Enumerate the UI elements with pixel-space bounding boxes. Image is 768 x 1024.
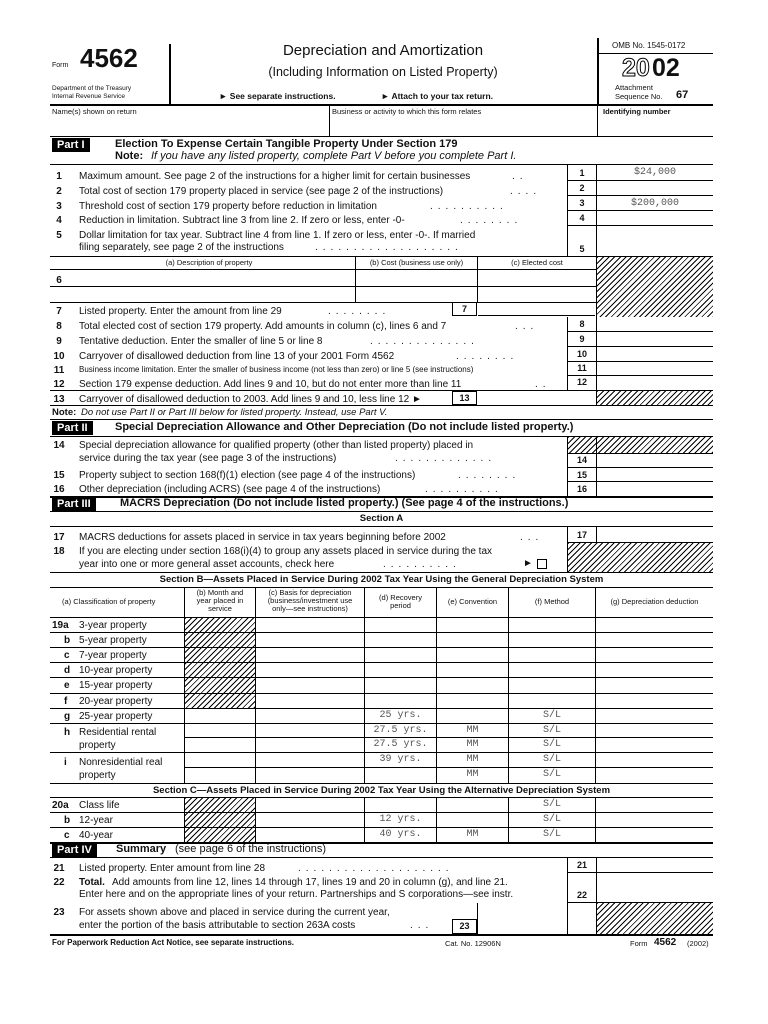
col-b-month-header-2: year placed in	[196, 596, 244, 605]
section-c-row-divider	[50, 842, 713, 843]
col-g-deduction-header: (g) Depreciation deduction	[610, 597, 699, 606]
line-17-number: 17	[53, 532, 65, 543]
section-b-heading: Section B—Assets Placed in Service During 2002 Tax Year Using the General Depreciation System	[159, 574, 604, 585]
section-c-row-basis-field[interactable]	[256, 827, 364, 842]
section-b-row-letter: c	[64, 650, 70, 662]
section-b-row-basis-field[interactable]	[256, 693, 364, 708]
col-c-elected-header: (c) Elected cost	[511, 258, 563, 267]
paperwork-notice: For Paperwork Reduction Act Notice, see separate instructions.	[52, 938, 294, 947]
omb-number: OMB No. 1545-0172	[612, 41, 686, 50]
col-b-cost-header: (b) Cost (business use only)	[369, 258, 464, 267]
catalog-number: Cat. No. 12906N	[445, 939, 501, 948]
sequence-number: 67	[676, 89, 689, 101]
section-c-row-deduction-field[interactable]	[596, 827, 713, 842]
part-1-note-label: Note:	[115, 150, 144, 162]
section-c-row-label: Class life	[79, 800, 120, 811]
section-b-row-letter: f	[64, 695, 68, 707]
section-b-row-label: 3-year property	[79, 620, 147, 631]
hatched-area-line-14-right	[597, 437, 713, 453]
part-2-title: Special Depreciation Allowance and Other Depreciation (Do not include listed property.)	[115, 421, 574, 433]
line-23-number: 23	[53, 907, 65, 918]
section-b-row-label: 5-year property	[79, 635, 147, 647]
col-a-description-header: (a) Description of property	[165, 258, 253, 267]
row-19i-convention-2[interactable]: MM	[466, 769, 479, 780]
row-19h-method-1[interactable]: S/L	[542, 725, 561, 736]
section-b-row-letter: 19a	[52, 620, 69, 631]
part-4-title: Summary	[116, 843, 167, 855]
line-10-box: 10	[576, 349, 587, 359]
section-b-row-basis-field[interactable]	[256, 647, 364, 662]
line-8-box: 8	[579, 319, 585, 329]
row-19h-convention-1[interactable]: MM	[466, 725, 479, 736]
section-b-row-label: 15-year property	[79, 680, 153, 692]
section-b-row-deduction-field[interactable]	[596, 662, 713, 677]
line-11-value[interactable]	[597, 362, 713, 375]
row-19i-letter: i	[64, 757, 67, 768]
section-b-row-deduction-field[interactable]	[596, 617, 713, 632]
line-15-box: 15	[576, 470, 587, 480]
section-a-heading: Section A	[359, 513, 404, 524]
section-c-row-recovery-period[interactable]: 12 yrs.	[379, 814, 422, 825]
names-label: Name(s) shown on return	[52, 107, 137, 116]
line-22-total-label: Total.	[79, 877, 105, 888]
form-subtitle: (Including Information on Listed Property)	[268, 65, 498, 79]
tax-year-bold: 02	[652, 54, 680, 82]
line-7-value[interactable]	[478, 302, 595, 316]
line-12-value[interactable]	[597, 376, 713, 390]
section-c-row-basis-field[interactable]	[256, 797, 364, 812]
section-c-row-method[interactable]: S/L	[542, 829, 561, 840]
line-14-value[interactable]	[597, 454, 713, 467]
line-3-number: 3	[56, 201, 62, 212]
part-4-title-rest: (see page 6 of the instructions)	[175, 843, 327, 855]
section-b-row-deduction-field[interactable]	[596, 693, 713, 708]
section-b-row-letter: e	[64, 680, 70, 692]
line-22-text: Add amounts from line 12, lines 14 through 17, lines 19 and 20 in column (g), and line 21.	[112, 877, 508, 888]
section-b-row-basis-field[interactable]	[256, 708, 364, 723]
line-11-box: 11	[577, 363, 587, 373]
line-5-number: 5	[56, 230, 62, 241]
line-16-box: 16	[576, 484, 587, 494]
line-23-text-2: enter the portion of the basis attributable to section 263A costs	[79, 920, 356, 931]
line-8-value[interactable]	[597, 317, 713, 331]
row-19h-label: Residential rental	[79, 727, 157, 738]
attach-to-return: ► Attach to your tax return.	[381, 91, 493, 101]
section-b-row-divider	[50, 723, 713, 724]
section-b-row-label: 25-year property	[79, 710, 153, 722]
col-f-method-header: (f) Method	[534, 597, 570, 606]
line-21-text: Listed property. Enter amount from line 28	[79, 863, 266, 874]
line-22-number: 22	[53, 877, 65, 888]
line-18-text-2: year into one or more general asset accounts, check here	[79, 559, 335, 570]
section-b-row-deduction-field[interactable]	[596, 708, 713, 723]
line-23-value[interactable]	[478, 903, 567, 934]
section-b-row-letter: g	[64, 710, 71, 722]
section-b-row-letter: b	[64, 635, 71, 647]
section-c-row-letter: 20a	[52, 800, 69, 811]
part-1-note2-label: Note:	[52, 407, 77, 418]
section-b-row-basis-field[interactable]	[256, 632, 364, 647]
line-15-text: Property subject to section 168(f)(1) election (see page 4 of the instructions)	[79, 470, 416, 481]
line-6-description-field[interactable]	[64, 270, 354, 286]
line-1-number: 1	[56, 171, 62, 182]
line-12-box: 12	[576, 377, 587, 387]
line-22-text-2: Enter here and on the appropriate lines of your return. Partnerships and S corporations—see instr.	[79, 889, 514, 900]
row-19i-label: Nonresidential real	[79, 757, 163, 768]
line-1-box: 1	[579, 168, 585, 178]
tax-year-outline: 20	[622, 54, 650, 82]
line-18-number: 18	[53, 546, 65, 557]
line-10-text: Carryover of disallowed deduction from line 13 of your 2001 Form 4562	[79, 351, 395, 362]
section-b-row-deduction-field[interactable]	[596, 677, 713, 692]
line-21-value[interactable]	[597, 858, 713, 872]
identifying-number-label: Identifying number	[603, 107, 671, 116]
part-1-tag: Part I	[52, 138, 90, 152]
line-14-number: 14	[53, 440, 65, 451]
section-c-row-method[interactable]: S/L	[542, 814, 561, 825]
attachment-label: Attachment	[615, 83, 653, 92]
line-11-text: Business income limitation. Enter the smaller of business income (not less than zero) or line 5 (see instructions)	[79, 365, 474, 374]
line-4-value[interactable]	[597, 211, 713, 225]
line-23-text: For assets shown above and placed in service during the current year,	[79, 907, 390, 918]
col-a-classification-header: (a) Classification of property	[62, 597, 156, 606]
section-c-row-convention[interactable]: MM	[466, 829, 479, 840]
see-instructions: ► See separate instructions.	[219, 91, 336, 101]
section-c-row-deduction-field[interactable]	[596, 812, 713, 827]
line-9-text: Tentative deduction. Enter the smaller of line 5 or line 8	[79, 336, 323, 347]
part-3-tag: Part III	[52, 497, 96, 511]
business-field[interactable]	[332, 118, 594, 134]
row-19i-recovery-1[interactable]: 39 yrs.	[379, 754, 422, 765]
footer-form-word: Form	[630, 939, 648, 948]
section-c-row-basis-field[interactable]	[256, 812, 364, 827]
row-19i-label-2: property	[79, 770, 116, 781]
line-7-box: 7	[452, 302, 477, 316]
line-13-value[interactable]	[478, 391, 596, 405]
line-2-number: 2	[56, 186, 62, 197]
line-11-number: 11	[53, 365, 65, 376]
section-c-row-letter: c	[64, 830, 70, 841]
line-13-number: 13	[53, 394, 65, 405]
row-19i-method-2[interactable]: S/L	[542, 769, 561, 780]
part-4-tag: Part IV	[52, 843, 97, 857]
line-6-number: 6	[56, 275, 62, 286]
line-14-box: 14	[576, 455, 587, 465]
section-b-row-method[interactable]: S/L	[542, 709, 561, 721]
line-3-text: Threshold cost of section 179 property before reduction in limitation	[79, 201, 377, 212]
names-field[interactable]	[52, 118, 326, 134]
row-19i-method-1[interactable]: S/L	[542, 754, 561, 765]
col-b-month-header-3: service	[208, 604, 232, 613]
part-2-tag: Part II	[52, 421, 93, 435]
line-17-text: MACRS deductions for assets placed in service in tax years beginning before 2002	[79, 532, 446, 543]
section-b-row-deduction-field[interactable]	[596, 647, 713, 662]
dept-line-1: Department of the Treasury	[52, 85, 132, 92]
section-b-row-label: 7-year property	[79, 650, 147, 662]
line-17-value[interactable]	[597, 527, 713, 542]
line-3-box: 3	[579, 198, 585, 208]
section-c-heading: Section C—Assets Placed in Service During 2002 Tax Year Using the Alternative Depreciation System	[152, 785, 611, 796]
row-19h-recovery-1[interactable]: 27.5 yrs.	[373, 725, 428, 736]
line-23-box: 23	[452, 919, 477, 934]
hatched-area-line-18	[568, 543, 713, 572]
line-4-number: 4	[56, 215, 62, 226]
section-b-row-label: 10-year property	[79, 665, 153, 677]
row-19h-letter: h	[64, 727, 71, 738]
line-16-text: Other depreciation (including ACRS) (see page 4 of the instructions)	[79, 484, 381, 495]
col-c-basis-header-1: (c) Basis for depreciation	[268, 588, 352, 597]
line-21-box: 21	[576, 860, 587, 870]
hatched-area-line-14	[568, 437, 596, 453]
line-16-value[interactable]	[597, 482, 713, 495]
line-17-box: 17	[576, 530, 587, 540]
part-1-note: If you have any listed property, complete Part V before you complete Part I.	[151, 150, 517, 162]
line-14-text: Special depreciation allowance for qualified property (other than listed property) placed in	[79, 440, 474, 451]
line-1-value[interactable]: $24,000	[633, 167, 676, 178]
line-16-number: 16	[53, 484, 65, 495]
hatched-area-line-23	[597, 903, 713, 934]
line-7-number: 7	[56, 306, 62, 317]
form-word: Form	[52, 62, 69, 69]
line-2-text: Total cost of section 179 property placed in service (see page 2 of the instructions)	[79, 186, 444, 197]
identifying-number-field[interactable]	[600, 118, 712, 134]
sequence-label: Sequence No.	[615, 92, 663, 101]
section-c-row-method[interactable]: S/L	[542, 799, 561, 810]
row-19h-recovery-2[interactable]: 27.5 yrs.	[373, 739, 428, 750]
line-7-text: Listed property. Enter the amount from line 29	[79, 306, 282, 317]
line-8-number: 8	[56, 321, 62, 332]
form-title: Depreciation and Amortization	[282, 42, 484, 59]
line-5-value[interactable]	[597, 241, 713, 255]
footer-form-number: 4562	[654, 937, 677, 948]
line-9-number: 9	[56, 336, 62, 347]
col-c-basis-header-2: (business/investment use	[267, 596, 353, 605]
line-21-number: 21	[53, 863, 65, 874]
line-4-text: Reduction in limitation. Subtract line 3 from line 2. If zero or less, enter -0-	[79, 215, 405, 226]
line-9-box: 9	[579, 334, 585, 344]
line-13-box: 13	[452, 391, 477, 405]
section-c-row-recovery-period[interactable]: 40 yrs.	[379, 829, 422, 840]
section-b-row-basis-field[interactable]	[256, 617, 364, 632]
col-d-recovery-header-1: (d) Recovery	[379, 593, 422, 602]
section-b-row-recovery-period[interactable]: 25 yrs.	[379, 709, 422, 721]
hatched-area-line-13	[597, 391, 713, 405]
row-19h-convention-2[interactable]: MM	[466, 739, 479, 750]
line-15-number: 15	[53, 470, 65, 481]
hatched-area-line-6	[597, 257, 713, 317]
line-2-value[interactable]	[597, 181, 713, 195]
line-1-text: Maximum amount. See page 2 of the instructions for a higher limit for certain businesses	[79, 171, 471, 182]
line-2-box: 2	[579, 183, 585, 193]
section-c-row-letter: b	[64, 815, 71, 826]
line-18-text: If you are electing under section 168(i)(4) to group any assets placed in service during the tax	[79, 546, 493, 557]
section-b-row-basis-field[interactable]	[256, 677, 364, 692]
line-22-box: 22	[576, 890, 587, 900]
row-19h-label-2: property	[79, 740, 116, 751]
part-1-title: Election To Expense Certain Tangible Property Under Section 179	[115, 138, 458, 150]
hatched-area-20-col-b	[185, 798, 255, 842]
business-label: Business or activity to which this form relates	[332, 107, 482, 116]
section-c-row-label: 40-year	[79, 830, 113, 841]
line-10-value[interactable]	[597, 347, 713, 361]
line-13-text: Carryover of disallowed deduction to 2003. Add lines 9 and 10, less line 12 ►	[79, 394, 422, 405]
line-6-elected-field[interactable]	[478, 270, 595, 286]
col-c-basis-header-3: only—see instructions)	[272, 604, 348, 613]
section-c-row-deduction-field[interactable]	[596, 797, 713, 812]
part-1-note2: Do not use Part II or Part III below for listed property. Instead, use Part V.	[81, 407, 388, 418]
line-3-value[interactable]: $200,000	[630, 198, 679, 209]
section-b-row-label: 20-year property	[79, 695, 153, 707]
part-3-title: MACRS Depreciation (Do not include listed property.) (See page 4 of the instructions.)	[120, 497, 569, 509]
line-4-box: 4	[579, 213, 585, 223]
line-12-text: Section 179 expense deduction. Add lines 9 and 10, but do not enter more than line 11	[79, 379, 462, 390]
line-5-box: 5	[579, 244, 585, 254]
dept-line-2: Internal Revenue Service	[52, 93, 125, 100]
section-b-row-basis-field[interactable]	[256, 662, 364, 677]
line-14-text-2: service during the tax year (see page 3 of the instructions)	[79, 453, 337, 464]
line-5-text: Dollar limitation for tax year. Subtract line 4 from line 1. If zero or less, enter -0-. If married	[79, 230, 476, 241]
col-d-recovery-header-2: period	[390, 601, 411, 610]
form-number: 4562	[80, 43, 138, 73]
line-6-cost-field[interactable]	[356, 270, 476, 286]
line-15-value[interactable]	[597, 468, 713, 481]
section-b-row-deduction-field[interactable]	[596, 632, 713, 647]
line-8-text: Total elected cost of section 179 property. Add amounts in column (c), lines 6 and 7	[79, 321, 447, 332]
line-12-number: 12	[53, 379, 65, 390]
line-18-checkbox[interactable]	[537, 559, 547, 569]
line-10-number: 10	[53, 351, 65, 362]
line-9-value[interactable]	[597, 332, 713, 346]
row-19h-method-2[interactable]: S/L	[542, 739, 561, 750]
line-5-text-2: filing separately, see page 2 of the instructions	[79, 242, 284, 253]
section-c-row-label: 12-year	[79, 815, 113, 826]
col-b-month-header-1: (b) Month and	[196, 588, 244, 597]
section-b-row-letter: d	[64, 665, 71, 677]
line-22-value[interactable]	[597, 886, 713, 902]
row-19i-convention-1[interactable]: MM	[466, 754, 479, 765]
footer-year: (2002)	[687, 939, 709, 948]
col-e-convention-header: (e) Convention	[447, 597, 498, 606]
